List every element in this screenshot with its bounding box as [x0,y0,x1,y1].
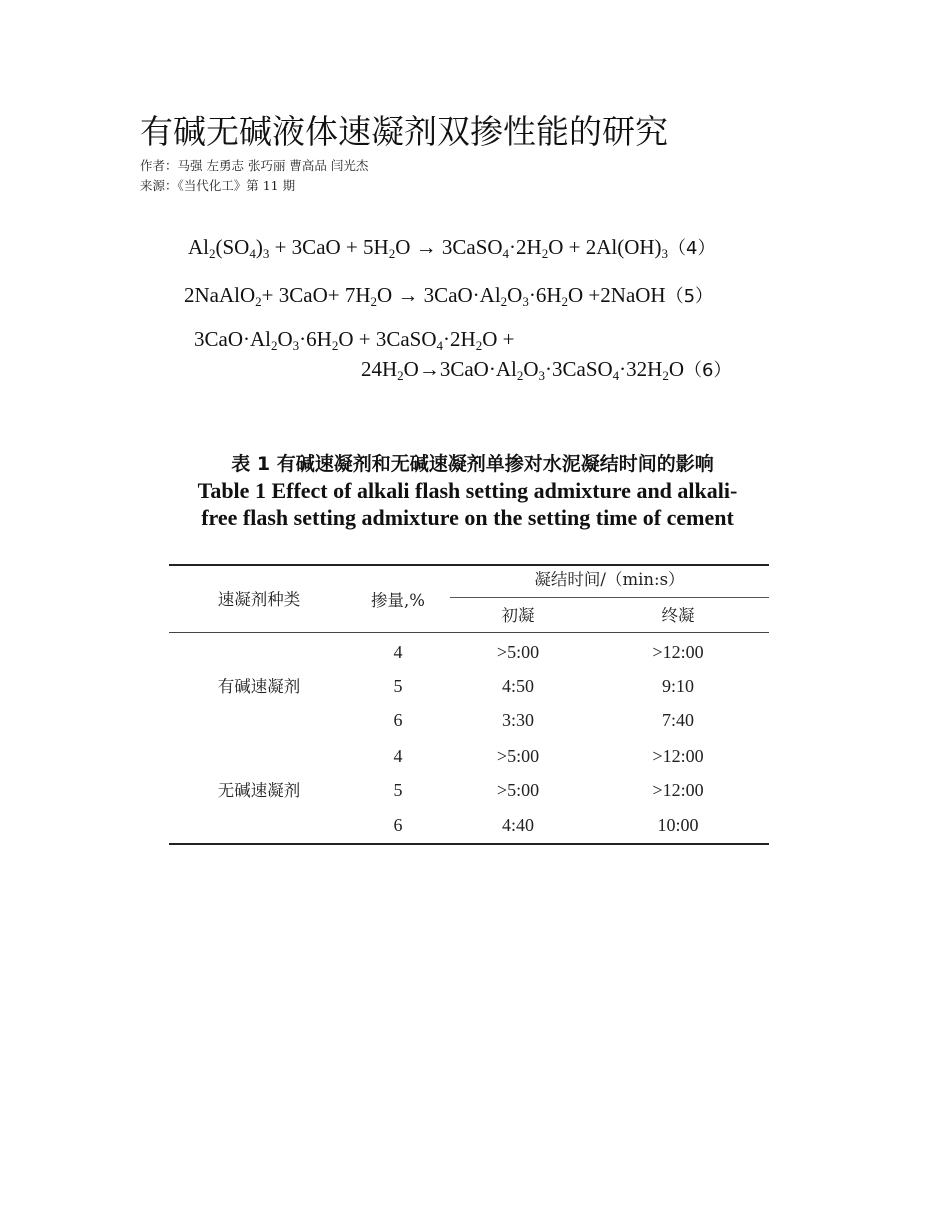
equation-6-line-1 [194,326,514,352]
table-cell-dosage: 4 [393,746,403,766]
table-cell-final: >12:00 [652,780,704,800]
table-cell-initial: 4:40 [501,815,534,835]
table-cell-initial: >5:00 [496,746,540,766]
table-cell-final: 10:00 [657,815,699,835]
table-cell-final: 9:10 [661,676,694,696]
eq-text: O [277,327,293,351]
equation-number: （6） [684,360,732,381]
table-top-rule [169,564,769,566]
eq-text: 3CaO·Al [194,327,271,351]
eq-text: O→3CaO·Al [403,357,517,381]
eq-subscript: 3 [538,368,545,383]
eq-text: Al [188,235,209,259]
eq-text: O → 3CaSO [395,235,503,259]
table-cell-dosage: 4 [393,642,403,662]
table-header-subrule [450,597,769,598]
eq-subscript: 3 [292,338,300,353]
equation-number: （5） [665,286,714,307]
table-bottom-rule [169,843,769,845]
group-name-alkali-free: 无碱速凝剂 [217,781,301,800]
eq-subscript: 2 [500,294,508,309]
eq-text: 2NaAlO [184,283,256,307]
eq-subscript: 4 [436,338,444,353]
eq-subscript: 2 [370,294,378,309]
eq-subscript: 4 [502,246,510,261]
table-cell-dosage: 6 [393,815,403,835]
eq-subscript: 2 [388,246,396,261]
table-cell-dosage: 6 [393,710,403,730]
header-dosage: 掺量,% [371,591,425,610]
eq-text: O [668,357,685,381]
eq-text: + 3CaO+ 7H [261,283,371,307]
eq-text: ·2H [509,235,542,259]
table-cell-initial: >5:00 [496,780,540,800]
eq-subscript: 2 [561,294,569,309]
eq-text: ·2H [443,327,476,351]
eq-text: (SO [215,235,250,259]
equation-5 [184,282,713,310]
eq-subscript: 2 [475,338,483,353]
table-cell-initial: 4:50 [501,676,534,696]
eq-subscript: 2 [516,368,524,383]
table-caption-chinese: 表 1 有碱速凝剂和无碱速凝剂单掺对水泥凝结时间的影响 [231,453,714,475]
table-header-rule [169,632,769,633]
eq-subscript: 3 [522,294,529,309]
equation-6-line-2 [361,356,731,384]
header-initial-setting: 初凝 [501,606,535,625]
eq-text: + 3CaO + 5H [269,235,389,259]
table-cell-dosage: 5 [393,676,403,696]
eq-text: ) [255,235,263,259]
table-cell-final: >12:00 [652,642,704,662]
eq-subscript: 2 [255,294,262,309]
equation-4 [188,234,716,262]
eq-text: O + 2Al(OH) [548,235,662,259]
table-cell-initial: 3:30 [501,710,534,730]
header-admixture-type: 速凝剂种类 [217,590,301,609]
eq-subscript: 2 [397,368,404,383]
eq-text: ·32H [619,357,663,381]
authors-line: 作者：马强 左勇志 张巧丽 曹高品 闫光杰 [140,158,369,173]
table-cell-initial: >5:00 [496,642,540,662]
eq-subscript: 2 [331,338,339,353]
table-cell-final: >12:00 [652,746,704,766]
table-cell-final: 7:40 [661,710,694,730]
eq-subscript: 2 [271,338,278,353]
eq-subscript: 2 [662,368,669,383]
eq-text: 24H [361,357,398,381]
eq-text: O [523,357,539,381]
header-final-setting: 终凝 [661,606,695,625]
eq-text: O + [482,327,515,351]
eq-subscript: 4 [249,246,256,261]
table-caption-english: Table 1 Effect of alkali flash setting admixture and alkali-free flash setting admixture on the setting time of cement [197,478,738,530]
eq-subscript: 2 [541,246,549,261]
eq-text: O [507,283,523,307]
eq-text: ·3CaSO [545,357,613,381]
eq-text: O → 3CaO·Al [377,283,501,307]
source-line: 来源：《当代化工》第 11 期 [140,178,296,193]
eq-subscript: 2 [209,246,216,261]
eq-text: O + 3CaSO [338,327,437,351]
eq-text: O +2NaOH [568,283,666,307]
eq-subscript: 4 [612,368,620,383]
eq-subscript: 3 [262,246,270,261]
equation-number: （4） [668,238,716,259]
eq-text: ·6H [528,283,562,307]
eq-text: ·6H [299,327,332,351]
document-title: 有碱无碱液体速凝剂双掺性能的研究 [140,112,668,151]
group-name-alkali: 有碱速凝剂 [217,677,301,696]
table-cell-dosage: 5 [393,780,403,800]
header-setting-time: 凝结时间/（min:s） [534,570,685,589]
eq-subscript: 3 [661,246,669,261]
